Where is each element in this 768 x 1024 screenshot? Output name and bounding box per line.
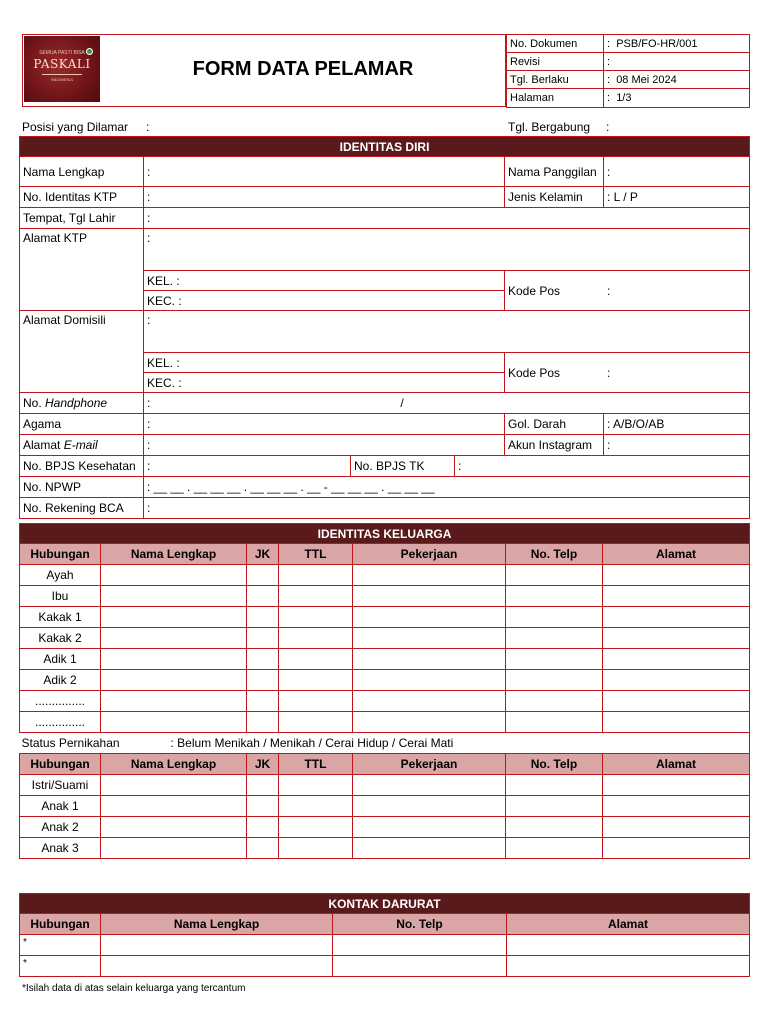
field-sep: : bbox=[147, 459, 151, 473]
alamat-input[interactable] bbox=[603, 628, 750, 649]
jenis-kelamin-input[interactable]: : L / P bbox=[604, 187, 750, 208]
gol-darah-input[interactable]: : A/B/O/AB bbox=[604, 414, 750, 435]
posisi-input[interactable] bbox=[156, 118, 496, 135]
col-header: Pekerjaan bbox=[353, 544, 506, 565]
nama-panggilan-input[interactable] bbox=[604, 157, 750, 187]
alamat-input[interactable] bbox=[603, 817, 750, 838]
nama-lengkap-input[interactable] bbox=[101, 565, 247, 586]
doc-info-value bbox=[604, 89, 750, 108]
no-telp-input[interactable] bbox=[506, 565, 603, 586]
no-hp-input[interactable] bbox=[144, 393, 750, 414]
email-input[interactable] bbox=[144, 435, 505, 456]
kontak-row bbox=[20, 956, 750, 977]
no-telp-input[interactable] bbox=[506, 628, 603, 649]
col-header: Alamat bbox=[507, 914, 750, 935]
halal-badge-icon bbox=[86, 48, 93, 55]
ttl-input[interactable] bbox=[279, 649, 353, 670]
pekerjaan-input[interactable] bbox=[353, 565, 506, 586]
field-sep: : bbox=[147, 190, 151, 204]
logo-tagline-top: SEMUA PASTI BISA bbox=[39, 50, 85, 56]
logo-tagline-bottom: INDONESIA bbox=[50, 77, 73, 82]
field-sep: : bbox=[147, 211, 151, 225]
effective-date: 08 Mei 2024 bbox=[616, 73, 677, 86]
nama-lengkap-input[interactable] bbox=[101, 775, 247, 796]
alamat-ktp-label: Alamat KTP bbox=[20, 229, 144, 311]
col-header: Pekerjaan bbox=[353, 754, 506, 775]
tgl-bergabung-label: Tgl. Bergabung bbox=[508, 120, 591, 134]
col-header: Hubungan bbox=[20, 914, 101, 935]
hubungan-cell: Anak 2 bbox=[20, 817, 101, 838]
footnote: *Isilah data di atas selain keluarga yang tercantum bbox=[22, 983, 246, 994]
jk-input[interactable] bbox=[247, 565, 279, 586]
hubungan-cell: Adik 1 bbox=[20, 649, 101, 670]
col-header: JK bbox=[247, 544, 279, 565]
kode-pos-domisili-input[interactable]: : bbox=[607, 365, 611, 380]
alamat-input[interactable] bbox=[603, 586, 750, 607]
no-ktp-label: No. Identitas KTP bbox=[20, 187, 144, 208]
doc-info-label: Halaman bbox=[507, 89, 604, 108]
doc-info-label: Revisi bbox=[507, 53, 604, 71]
bpjs-kes-input[interactable] bbox=[144, 456, 351, 477]
ttl-input[interactable] bbox=[279, 817, 353, 838]
pekerjaan-input[interactable] bbox=[353, 607, 506, 628]
col-header: No. Telp bbox=[506, 544, 603, 565]
hubungan-cell: Ibu bbox=[20, 586, 101, 607]
table-row bbox=[20, 670, 750, 691]
doc-info-label: No. Dokumen bbox=[507, 35, 604, 53]
kontak-marker: * bbox=[20, 956, 101, 977]
form-title: FORM DATA PELAMAR bbox=[192, 58, 414, 80]
section-title-identitas-keluarga: IDENTITAS KELUARGA bbox=[20, 524, 750, 544]
alamat-input[interactable] bbox=[603, 607, 750, 628]
col-header: Alamat bbox=[603, 544, 750, 565]
alamat-input[interactable] bbox=[603, 691, 750, 712]
agama-input[interactable] bbox=[144, 414, 505, 435]
field-sep: : bbox=[458, 459, 462, 473]
nama-lengkap-input[interactable] bbox=[101, 586, 247, 607]
no-telp-input[interactable] bbox=[506, 586, 603, 607]
table-row bbox=[20, 565, 750, 586]
doc-info-row bbox=[507, 53, 750, 71]
hubungan-cell: Anak 3 bbox=[20, 838, 101, 859]
no-telp-input[interactable] bbox=[506, 607, 603, 628]
col-header: Hubungan bbox=[20, 544, 101, 565]
keluarga-inti-header-row bbox=[20, 754, 750, 775]
company-logo bbox=[24, 36, 100, 102]
pekerjaan-input[interactable] bbox=[353, 817, 506, 838]
doc-info-value bbox=[604, 35, 750, 53]
email-italic: E-mail bbox=[63, 438, 98, 452]
table-row bbox=[20, 649, 750, 670]
hubungan-cell: Kakak 1 bbox=[20, 607, 101, 628]
nama-lengkap-input[interactable] bbox=[101, 649, 247, 670]
alamat-input[interactable] bbox=[603, 649, 750, 670]
nama-lengkap-input[interactable] bbox=[101, 838, 247, 859]
doc-info-row bbox=[507, 89, 750, 108]
alamat-input[interactable] bbox=[603, 796, 750, 817]
doc-info-sep: : bbox=[607, 73, 611, 86]
no-hp-label bbox=[20, 393, 144, 414]
kontak-alamat-input[interactable] bbox=[507, 956, 750, 977]
kontak-row bbox=[20, 935, 750, 956]
jk-input[interactable] bbox=[247, 712, 279, 733]
document-info-table bbox=[506, 34, 750, 108]
status-pernikahan-label: Status Pernikahan bbox=[20, 733, 279, 754]
npwp-input[interactable]: : __ __ . __ __ __ . __ __ __ . __ - __ __ __ . __ __ __ bbox=[144, 477, 750, 498]
no-telp-input[interactable] bbox=[506, 796, 603, 817]
hubungan-cell: Istri/Suami bbox=[20, 775, 101, 796]
ttl-input[interactable] bbox=[144, 208, 750, 229]
kontak-darurat-table bbox=[19, 893, 750, 977]
hubungan-cell: ............... bbox=[20, 712, 101, 733]
rekening-label: No. Rekening BCA bbox=[20, 498, 144, 519]
document-header bbox=[22, 34, 749, 107]
kel-domisili-input[interactable]: KEL. : bbox=[144, 353, 505, 373]
alamat-input[interactable] bbox=[603, 670, 750, 691]
nama-lengkap-input[interactable] bbox=[101, 670, 247, 691]
kontak-telp-input[interactable] bbox=[333, 935, 507, 956]
doc-info-row bbox=[507, 71, 750, 89]
col-header: JK bbox=[247, 754, 279, 775]
table-row bbox=[20, 586, 750, 607]
ttl-input[interactable] bbox=[279, 712, 353, 733]
no-telp-input[interactable] bbox=[506, 649, 603, 670]
jenis-kelamin-label: Jenis Kelamin bbox=[505, 187, 604, 208]
bpjs-tk-input[interactable] bbox=[455, 456, 750, 477]
no-telp-input[interactable] bbox=[506, 712, 603, 733]
nama-lengkap-input[interactable] bbox=[101, 628, 247, 649]
field-sep: : bbox=[147, 231, 151, 245]
kec-domisili-input[interactable]: KEC. : bbox=[144, 373, 505, 393]
alamat-input[interactable] bbox=[603, 775, 750, 796]
doc-info-row bbox=[507, 35, 750, 53]
col-header: Nama Lengkap bbox=[101, 914, 333, 935]
kode-pos-ktp-input[interactable]: : bbox=[607, 283, 611, 298]
agama-label: Agama bbox=[20, 414, 144, 435]
kontak-alamat-input[interactable] bbox=[507, 935, 750, 956]
ttl-input[interactable] bbox=[279, 796, 353, 817]
ttl-input[interactable] bbox=[279, 838, 353, 859]
field-sep: : bbox=[147, 164, 151, 179]
ttl-input[interactable] bbox=[279, 586, 353, 607]
col-header: Alamat bbox=[603, 754, 750, 775]
posisi-label: Posisi yang Dilamar bbox=[22, 120, 129, 134]
pekerjaan-input[interactable] bbox=[353, 670, 506, 691]
jk-input[interactable] bbox=[247, 670, 279, 691]
col-header: Nama Lengkap bbox=[101, 544, 247, 565]
bpjs-tk-label: No. BPJS TK bbox=[351, 456, 455, 477]
no-telp-input[interactable] bbox=[506, 670, 603, 691]
status-pernikahan-input[interactable]: : Belum Menikah / Menikah / Cerai Hidup / Cerai Mati bbox=[279, 733, 750, 754]
pekerjaan-input[interactable] bbox=[353, 838, 506, 859]
kontak-nama-input[interactable] bbox=[101, 956, 333, 977]
pekerjaan-input[interactable] bbox=[353, 628, 506, 649]
no-hp-prefix: No. bbox=[23, 396, 46, 410]
table-row bbox=[20, 607, 750, 628]
doc-info-value bbox=[604, 71, 750, 89]
kontak-marker: * bbox=[20, 935, 101, 956]
ttl-label: Tempat, Tgl Lahir bbox=[20, 208, 144, 229]
nama-panggilan-label: Nama Panggilan bbox=[505, 157, 604, 187]
tgl-bergabung-sep: : bbox=[606, 120, 610, 134]
col-header: Nama Lengkap bbox=[101, 754, 247, 775]
field-sep: : bbox=[147, 501, 151, 515]
doc-info-sep: : bbox=[607, 37, 611, 50]
hubungan-cell: Adik 2 bbox=[20, 670, 101, 691]
table-row bbox=[20, 817, 750, 838]
ttl-input[interactable] bbox=[279, 691, 353, 712]
table-row bbox=[20, 691, 750, 712]
keluarga-header-row bbox=[20, 544, 750, 565]
col-header: Hubungan bbox=[20, 754, 101, 775]
alamat-ktp-input[interactable] bbox=[144, 229, 750, 271]
field-sep: : bbox=[147, 417, 151, 431]
field-sep: : bbox=[147, 396, 151, 410]
hubungan-cell: Ayah bbox=[20, 565, 101, 586]
page-number: 1/3 bbox=[616, 92, 632, 104]
email-prefix: Alamat bbox=[23, 438, 64, 452]
jk-input[interactable] bbox=[247, 607, 279, 628]
ttl-input[interactable] bbox=[279, 775, 353, 796]
logo-brand: PASKALI bbox=[33, 57, 91, 71]
keluarga-inti-rows bbox=[20, 775, 750, 859]
kontak-header-row bbox=[20, 914, 750, 935]
nama-lengkap-input[interactable] bbox=[101, 796, 247, 817]
jk-input[interactable] bbox=[247, 586, 279, 607]
alamat-domisili-label: Alamat Domisili bbox=[20, 311, 144, 393]
identitas-keluarga-table bbox=[19, 523, 750, 859]
nama-lengkap-input[interactable] bbox=[101, 817, 247, 838]
table-row bbox=[20, 796, 750, 817]
nama-lengkap-label: Nama Lengkap bbox=[20, 157, 144, 187]
kode-pos-domisili-field bbox=[505, 353, 750, 393]
section-title-identitas-diri: IDENTITAS DIRI bbox=[20, 137, 750, 157]
kode-pos-ktp-field bbox=[505, 271, 750, 311]
kec-ktp-input[interactable]: KEC. : bbox=[144, 291, 505, 311]
npwp-label: No. NPWP bbox=[20, 477, 144, 498]
nama-lengkap-input[interactable] bbox=[144, 157, 505, 187]
doc-info-sep: : bbox=[607, 92, 611, 104]
keluarga-rows bbox=[20, 565, 750, 733]
col-header: TTL bbox=[279, 754, 353, 775]
doc-info-value bbox=[604, 53, 750, 71]
alamat-domisili-input[interactable] bbox=[144, 311, 750, 353]
ttl-input[interactable] bbox=[279, 607, 353, 628]
pekerjaan-input[interactable] bbox=[353, 775, 506, 796]
logo-underline bbox=[42, 74, 82, 75]
no-hp-slash: / bbox=[400, 396, 404, 410]
pekerjaan-input[interactable] bbox=[353, 796, 506, 817]
col-header: No. Telp bbox=[506, 754, 603, 775]
jk-input[interactable] bbox=[247, 628, 279, 649]
rekening-input[interactable] bbox=[144, 498, 750, 519]
section-title-kontak-darurat: KONTAK DARURAT bbox=[20, 894, 750, 914]
table-row bbox=[20, 775, 750, 796]
hubungan-cell: ............... bbox=[20, 691, 101, 712]
ttl-input[interactable] bbox=[279, 628, 353, 649]
identitas-diri-table bbox=[19, 136, 750, 519]
jk-input[interactable] bbox=[247, 649, 279, 670]
no-telp-input[interactable] bbox=[506, 817, 603, 838]
jk-input[interactable] bbox=[247, 838, 279, 859]
instagram-label: Akun Instagram bbox=[505, 435, 604, 456]
no-ktp-input[interactable] bbox=[144, 187, 505, 208]
field-sep: : bbox=[147, 313, 151, 327]
posisi-sep: : bbox=[146, 120, 150, 134]
doc-info-sep: : bbox=[607, 55, 611, 68]
kontak-nama-input[interactable] bbox=[101, 935, 333, 956]
alamat-input[interactable] bbox=[603, 565, 750, 586]
alamat-input[interactable] bbox=[603, 712, 750, 733]
ttl-input[interactable] bbox=[279, 565, 353, 586]
no-telp-input[interactable] bbox=[506, 775, 603, 796]
instagram-input[interactable] bbox=[604, 435, 750, 456]
col-header: No. Telp bbox=[333, 914, 507, 935]
no-hp-italic: Handphone bbox=[45, 396, 108, 410]
hubungan-cell: Kakak 2 bbox=[20, 628, 101, 649]
nama-lengkap-input[interactable] bbox=[101, 607, 247, 628]
kode-pos-domisili-label: Kode Pos bbox=[508, 365, 561, 380]
col-header: TTL bbox=[279, 544, 353, 565]
nama-lengkap-input[interactable] bbox=[101, 712, 247, 733]
table-row bbox=[20, 628, 750, 649]
pekerjaan-input[interactable] bbox=[353, 712, 506, 733]
tgl-bergabung-input[interactable] bbox=[614, 118, 748, 135]
pekerjaan-input[interactable] bbox=[353, 649, 506, 670]
nama-lengkap-input[interactable] bbox=[101, 691, 247, 712]
kontak-telp-input[interactable] bbox=[333, 956, 507, 977]
jk-input[interactable] bbox=[247, 796, 279, 817]
no-telp-input[interactable] bbox=[506, 838, 603, 859]
pekerjaan-input[interactable] bbox=[353, 586, 506, 607]
field-sep: : bbox=[607, 164, 611, 179]
jk-input[interactable] bbox=[247, 691, 279, 712]
pekerjaan-input[interactable] bbox=[353, 691, 506, 712]
doc-number: PSB/FO-HR/001 bbox=[616, 37, 698, 50]
doc-info-label: Tgl. Berlaku bbox=[507, 71, 604, 89]
kode-pos-ktp-label: Kode Pos bbox=[508, 283, 561, 298]
field-sep: : bbox=[147, 438, 151, 452]
field-sep: : bbox=[607, 438, 611, 452]
ttl-input[interactable] bbox=[279, 670, 353, 691]
gol-darah-label: Gol. Darah bbox=[505, 414, 604, 435]
jk-input[interactable] bbox=[247, 775, 279, 796]
no-telp-input[interactable] bbox=[506, 691, 603, 712]
table-row bbox=[20, 838, 750, 859]
hubungan-cell: Anak 1 bbox=[20, 796, 101, 817]
alamat-input[interactable] bbox=[603, 838, 750, 859]
email-label bbox=[20, 435, 144, 456]
kel-ktp-input[interactable]: KEL. : bbox=[144, 271, 505, 291]
table-row bbox=[20, 712, 750, 733]
bpjs-kes-label: No. BPJS Kesehatan bbox=[20, 456, 144, 477]
jk-input[interactable] bbox=[247, 817, 279, 838]
